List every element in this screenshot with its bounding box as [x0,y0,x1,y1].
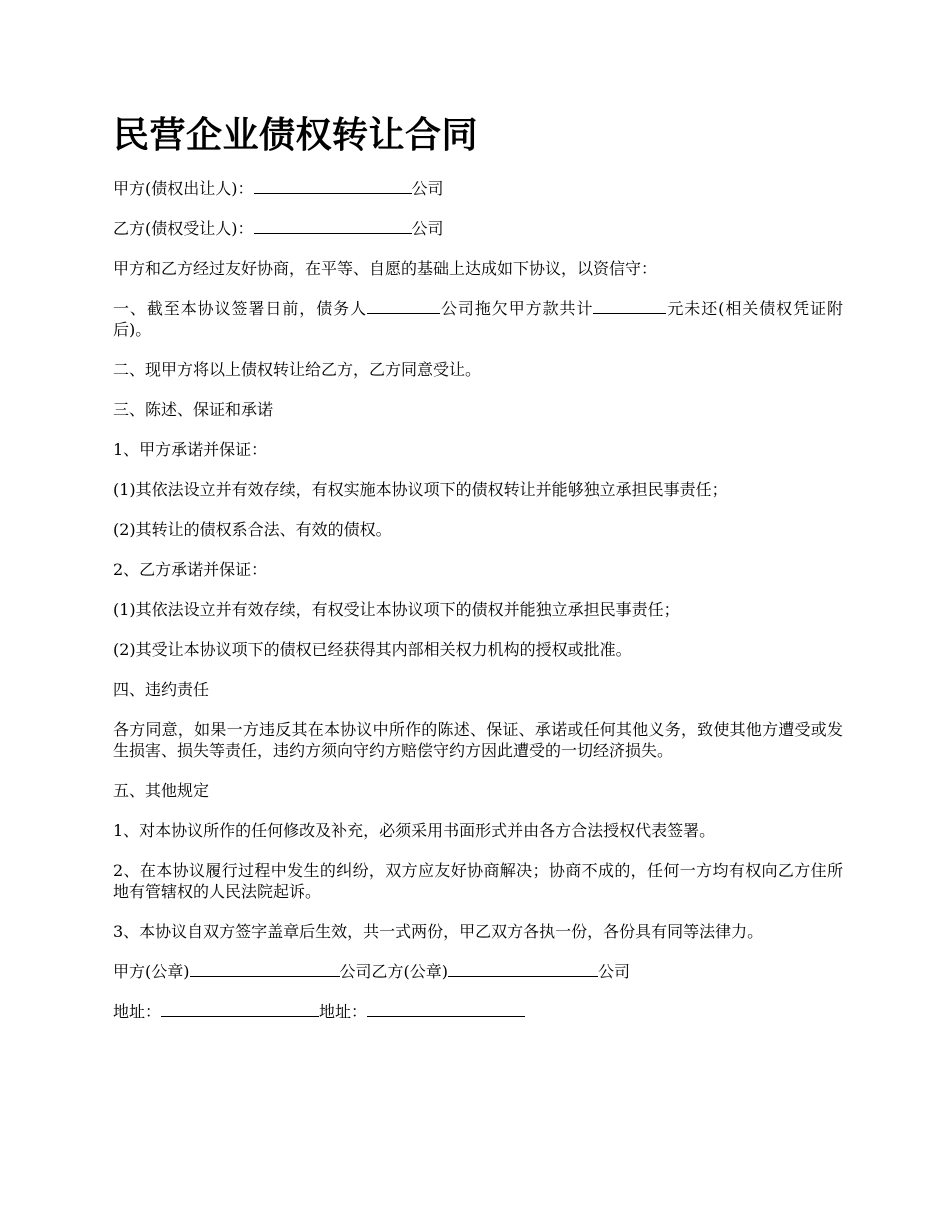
amount-blank [593,298,666,314]
clause-3-2-a: (1)其依法设立并有效存续，有权受让本协议项下的债权并能独立承担民事责任； [113,600,680,619]
clause-1-part3: 元未还(相关债权凭证附后)。 [113,299,843,339]
address-b-blank [367,1001,525,1017]
signature-a-label: 甲方(公章) [113,962,190,981]
signature-b-suffix: 公司 [598,962,631,981]
clause-5-1: 1、对本协议所作的任何修改及补充，必须采用书面形式并由各方合法授权代表签署。 [113,821,716,840]
party-a-label: 甲方(债权出让人)： [113,179,254,198]
party-b-label: 乙方(债权受让人)： [113,219,254,238]
clause-3-heading: 三、陈述、保证和承诺 [113,400,274,419]
party-b-line [113,218,843,239]
signature-b-label: 乙方(公章) [371,962,449,981]
clause-1 [113,298,843,340]
party-a-blank [254,178,412,194]
clause-5-2: 2、在本协议履行过程中发生的纠纷，双方应友好协商解决；协商不成的，任何一方均有权向乙方住所地有管辖权的人民法院起诉。 [113,861,843,901]
clause-3-2-b: (2)其受让本协议项下的债权已经获得其内部相关权力机构的授权或批准。 [113,640,632,659]
party-b-suffix: 公司 [411,219,444,238]
party-a-suffix: 公司 [411,179,444,198]
clause-4-body: 各方同意，如果一方违反其在本协议中所作的陈述、保证、承诺或任何其他义务，致使其他方遭受或发生损害、损失等责任，违约方须向守约方赔偿守约方因此遭受的一切经济损失。 [113,720,843,760]
address-b-label: 地址： [319,1002,368,1021]
clause-1-part1: 一、截至本协议签署日前，债务人 [113,299,368,318]
signature-a-suffix: 公司 [339,962,372,981]
address-a-label: 地址： [113,1002,162,1021]
debtor-blank [367,298,440,314]
clause-3-2: 2、乙方承诺并保证： [113,560,268,579]
clause-2: 二、现甲方将以上债权转让给乙方，乙方同意受让。 [113,360,482,379]
address-a-blank [161,1001,319,1017]
clause-3-1-b: (2)其转让的债权系合法、有效的债权。 [113,520,392,539]
signature-a-blank [190,961,340,977]
intro-paragraph: 甲方和乙方经过友好协商，在平等、自愿的基础上达成如下协议，以资信守： [113,259,658,278]
party-b-blank [254,218,412,234]
clause-5-3: 3、本协议自双方签字盖章后生效，共一式两份，甲乙双方各执一份，各份具有同等法律力。 [113,922,764,941]
clause-4-heading: 四、违约责任 [113,680,210,699]
clause-3-1: 1、甲方承诺并保证： [113,440,268,459]
signature-line [113,961,843,982]
clause-3-1-a: (1)其依法设立并有效存续，有权实施本协议项下的债权转让并能够独立承担民事责任； [113,480,728,499]
party-a-line [113,178,843,199]
clause-1-part2: 公司拖欠甲方款共计 [440,299,594,318]
document-title: 民营企业债权转让合同 [113,115,479,156]
contract-document [113,112,843,1041]
clause-5-heading: 五、其他规定 [113,781,210,800]
signature-b-blank [448,961,598,977]
address-line [113,1001,843,1022]
